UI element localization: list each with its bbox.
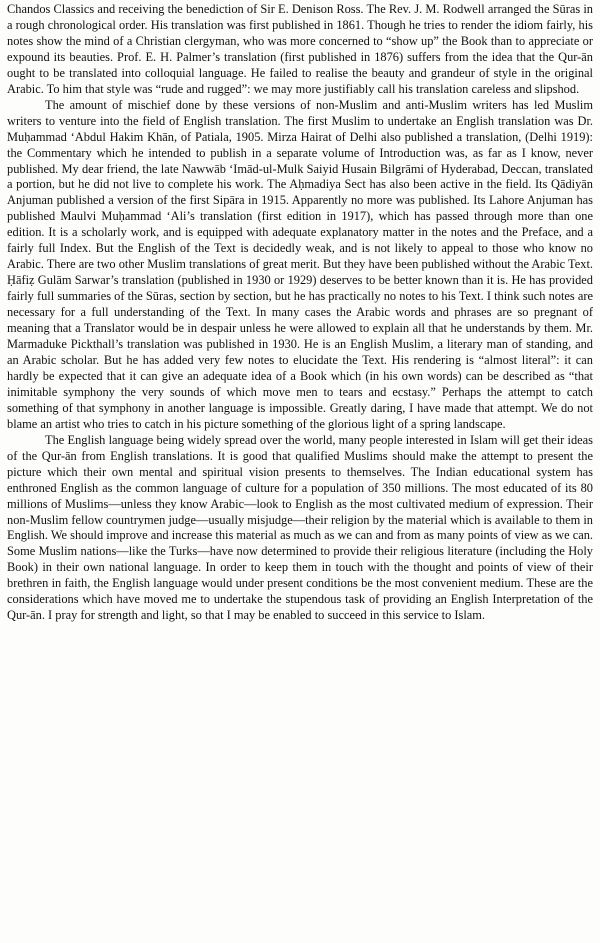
paragraph-muslim-translations: The amount of mischief done by these versions of non-Muslim and anti-Muslim writers has led Muslim writers to venture into the field of English translation. The first Muslim to undertake an English translation was Dr. Muḥammad ‘Abdul Hakim Khān, of Patiala, 1905. Mirza Hairat of Delhi also published a translation, (Delhi 1919): the Commentary which he intended to publish in a separate volume of Introduction was, as far as I know, never published. My dear friend, the late Nawwāb ‘Imād-ul-Mulk Saiyid Husain Bilgrāmi of Hyderabad, Deccan, translated a portion, but he did not live to complete his work. The Aḥmadiya Sect has also been active in the field. Its Qādiyān Anjuman published a version of the first Sipāra in 1915. Apparently no more was published. Its Lahore Anjuman has published Maulvi Muḥammad ‘Ali’s translation (first edition in 1917), which has passed through more than one edition. It is a scholarly work, and is equipped with adequate explanatory matter in the notes and the Preface, and a fairly full Index. But the English of the Text is decidedly weak, and is not likely to appeal to those who know no Arabic. There are two other Muslim translations of great merit. But they have been published without the Arabic Text. Ḥāfiẓ Gulām Sarwar’s translation (published in 1930 or 1929) deserves to be better known than it is. He has provided fairly full summaries of the Sūras, section by section, but he has practically no notes to his Text. I think such notes are necessary for a full understanding of the Text. In many cases the Arabic words and phrases are so pregnant of meaning that a Translator would be in despair unless he were allowed to explain all that he understands by them. Mr. Marmaduke Pickthall’s translation was published in 1930. He is an English Muslim, a literary man of standing, and an Arabic scholar. But he has added very few notes to elucidate the Text. His rendering is “almost literal”: it can hardly be expected that it can give an adequate idea of a Book which (in his own words) can be described as “that inimitable symphony the very sounds of which move men to tears and ecstasy.” Perhaps the attempt to catch something of that symphony in another language is impossible. Greatly daring, I have made that attempt. We do not blame an artist who tries to catch in his picture something of the glorious light of a spring landscape. (7, 97, 593, 431)
paragraph-translators-history: Chandos Classics and receiving the benediction of Sir E. Denison Ross. The Rev. J. M. Rodwell arranged the Sūras in a rough chronological order. His translation was first published in 1861. Though he tries to render the idiom fairly, his notes show the mind of a Christian clergyman, who was more concerned to “show up” the Book than to appreciate or expound its beauties. Prof. E. H. Palmer’s translation (first published in 1876) suffers from the idea that the Qur-ān ought to be translated into colloquial language. He failed to realise the beauty and grandeur of style in the original Arabic. To him that style was “rude and rugged”: we may more justifiably call his translation careless and slipshod. (7, 2, 593, 96)
paragraph-english-language: The English language being widely spread over the world, many people interested in Islam will get their ideas of the Qur-ān from English translations. It is good that qualified Muslims should make the attempt to present the picture which their own mental and spiritual vision presents to themselves. The Indian educational system has enthroned English as the common language of culture for a population of 350 millions. The most educated of its 80 millions of Muslims—unless they know Arabic—look to English as the most cultivated medium of expression. Their non-Muslim fellow countrymen judge—usually misjudge—their religion by the material which is available to them in English. We should improve and increase this material as much as we can and from as many points of view as we can. Some Muslim nations—like the Turks—have now determined to provide their religious literature (including the Holy Book) in their own national language. In order to keep them in touch with the thought and points of view of their brethren in faith, the English language would under present conditions be the most convenient medium. These are the considerations which have moved me to undertake the stupendous task of providing an English Interpretation of the Qur-ān. I pray for strength and light, so that I may be enabled to succeed in this service to Islam. (7, 432, 593, 623)
